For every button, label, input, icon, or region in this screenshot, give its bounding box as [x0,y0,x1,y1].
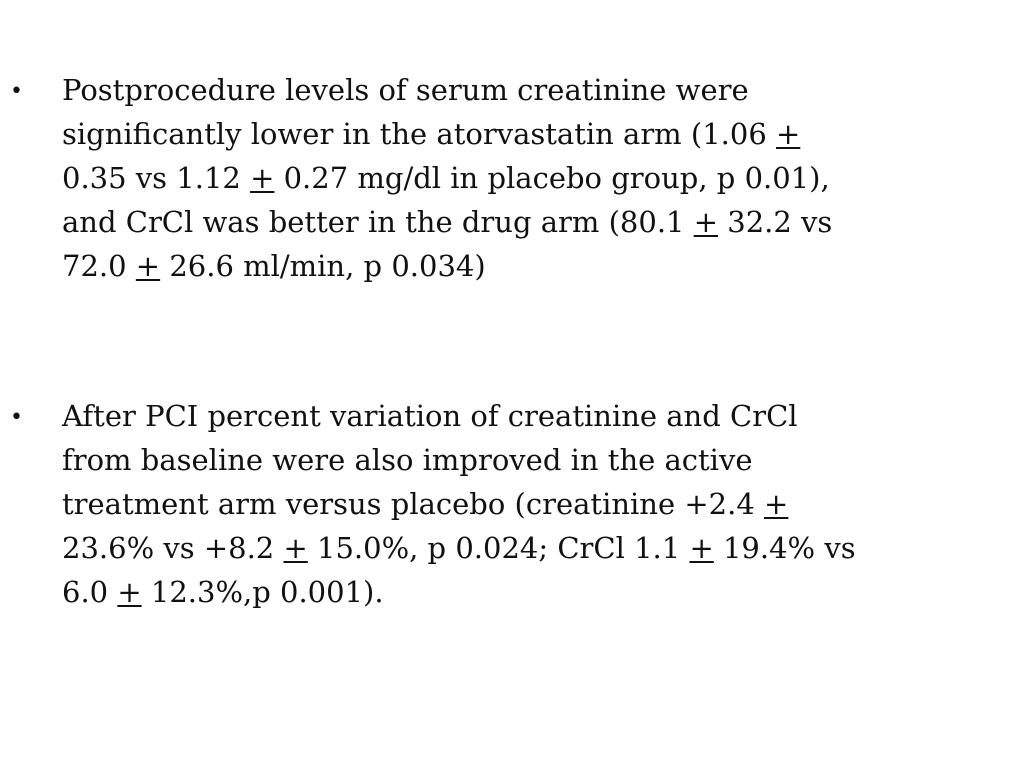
text-line [62,112,1010,156]
text-line [62,438,1010,482]
text-line [62,482,1010,526]
plus-minus-symbol: + [693,205,719,239]
text-run: 12.3%,p 0.001). [141,575,384,609]
text-run: 26.6 ml/min, p 0.034) [160,249,486,283]
text-run: 0.35 vs 1.12 [62,161,251,195]
text-run: After PCI percent variation of creatinine and CrCl [62,399,798,433]
text-line [62,526,1010,570]
text-line [62,200,1010,244]
text-run: 15.0%, p 0.024; CrCl 1.1 [307,531,690,565]
text-run: 32.2 vs [718,205,833,239]
text-line [62,394,1010,438]
text-run: from baseline were also improved in the active [62,443,753,477]
text-run: significantly lower in the atorvastatin arm (1.06 [62,117,776,151]
bullet-text [62,68,1010,288]
plus-minus-symbol: + [117,575,142,609]
bullet-text [62,394,1010,614]
text-run: 19.4% vs [713,531,856,565]
plus-minus-symbol: + [776,117,801,151]
text-line [62,156,1010,200]
text-run: treatment arm versus placebo (creatinine +2.4 [62,487,764,521]
plus-minus-symbol: + [764,487,789,521]
text-run: and CrCl was better in the drug arm (80.1 [62,205,694,239]
plus-minus-symbol: + [283,531,308,565]
plus-minus-symbol: + [250,161,275,195]
bullet-marker: • [10,79,23,104]
text-run: 23.6% vs +8.2 [62,531,284,565]
text-line [62,68,1010,112]
text-run: 6.0 [62,575,118,609]
text-run: 0.27 mg/dl in placebo group, p 0.01), [274,161,830,195]
text-line [62,570,1010,614]
plus-minus-symbol: + [135,249,161,283]
bullet-marker: • [10,405,23,430]
text-run: Postprocedure levels of serum creatinine were [62,73,749,107]
text-line [62,244,1010,288]
text-run: 72.0 [62,249,136,283]
plus-minus-symbol: + [689,531,714,565]
